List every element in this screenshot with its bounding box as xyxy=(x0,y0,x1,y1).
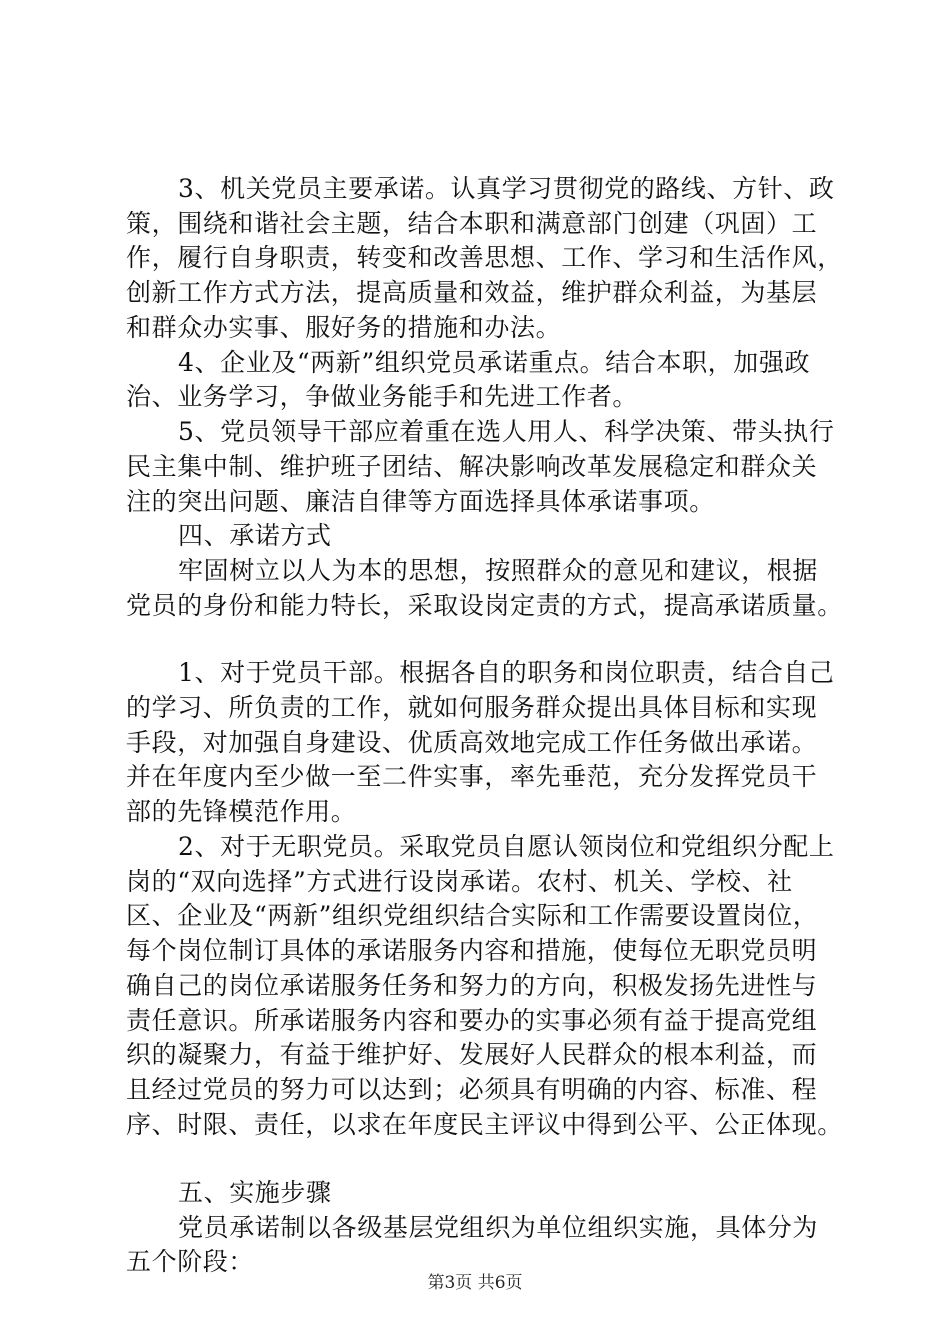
method-2-line-9: 序、时限、责任，以求在年度民主评议中得到公平、公正体现。 xyxy=(126,1110,843,1139)
steps-line-2: 五个阶段： xyxy=(126,1247,255,1276)
intro-line-2: 党员的身份和能力特长，采取设岗定责的方式，提高承诺质量。 xyxy=(126,591,843,620)
paragraph-5-line-3: 注的突出问题、廉洁自律等方面选择具体承诺事项。 xyxy=(126,487,715,516)
paragraph-3-line-2: 策，围绕和谐社会主题，结合本职和满意部门创建（巩固）工 xyxy=(126,209,818,238)
method-2-line-6: 责任意识。所承诺服务内容和要办的实事必须有益于提高党组 xyxy=(126,1006,818,1035)
method-2-line-8: 且经过党员的努力可以达到；必须具有明确的内容、标准、程 xyxy=(126,1075,818,1104)
method-1-line-1: 1、对于党员干部。根据各自的职务和岗位职责，结合自己 xyxy=(178,658,835,687)
method-2-line-4: 每个岗位制订具体的承诺服务内容和措施，使每位无职党员明 xyxy=(126,936,818,965)
paragraph-3-line-4: 创新工作方式方法，提高质量和效益，维护群众利益，为基层 xyxy=(126,278,818,307)
method-2-line-2: 岗的“双向选择”方式进行设岗承诺。农村、机关、学校、社 xyxy=(126,867,793,896)
method-2-line-7: 织的凝聚力，有益于维护好、发展好人民群众的根本利益，而 xyxy=(126,1040,818,1069)
method-2-line-1: 2、对于无职党员。采取党员自愿认领岗位和党组织分配上 xyxy=(178,832,835,861)
section-heading-commitment-method: 四、承诺方式 xyxy=(178,521,332,550)
method-1-line-2: 的学习、所负责的工作，就如何服务群众提出具体目标和实现 xyxy=(126,693,818,722)
steps-line-1: 党员承诺制以各级基层党组织为单位组织实施，具体分为 xyxy=(178,1213,819,1242)
paragraph-4-line-1: 4、企业及“两新”组织党员承诺重点。结合本职，加强政 xyxy=(178,348,811,377)
intro-line-1: 牢固树立以人为本的思想，按照群众的意见和建议，根据 xyxy=(178,556,819,585)
paragraph-3-line-5: 和群众办实事、服好务的措施和办法。 xyxy=(126,313,562,342)
paragraph-5-line-2: 民主集中制、维护班子团结、解决影响改革发展稳定和群众关 xyxy=(126,452,818,481)
method-1-line-4: 并在年度内至少做一至二件实事，率先垂范，充分发挥党员干 xyxy=(126,762,818,791)
method-2-line-3: 区、企业及“两新”组织党组织结合实际和工作需要设置岗位， xyxy=(126,901,819,930)
paragraph-3-line-1: 3、机关党员主要承诺。认真学习贯彻党的路线、方针、政 xyxy=(178,174,835,203)
method-1-line-3: 手段，对加强自身建设、优质高效地完成工作任务做出承诺。 xyxy=(126,728,818,757)
method-1-line-5: 部的先锋模范作用。 xyxy=(126,797,357,826)
paragraph-4-line-2: 治、业务学习，争做业务能手和先进工作者。 xyxy=(126,382,639,411)
section-heading-implementation-steps: 五、实施步骤 xyxy=(178,1178,332,1207)
page-number-footer: 第3页 共6页 xyxy=(427,1273,523,1293)
paragraph-5-line-1: 5、党员领导干部应着重在选人用人、科学决策、带头执行 xyxy=(178,417,835,446)
paragraph-3-line-3: 作，履行自身职责，转变和改善思想、工作、学习和生活作风， xyxy=(126,243,843,272)
method-2-line-5: 确自己的岗位承诺服务任务和努力的方向，积极发扬先进性与 xyxy=(126,971,818,1000)
